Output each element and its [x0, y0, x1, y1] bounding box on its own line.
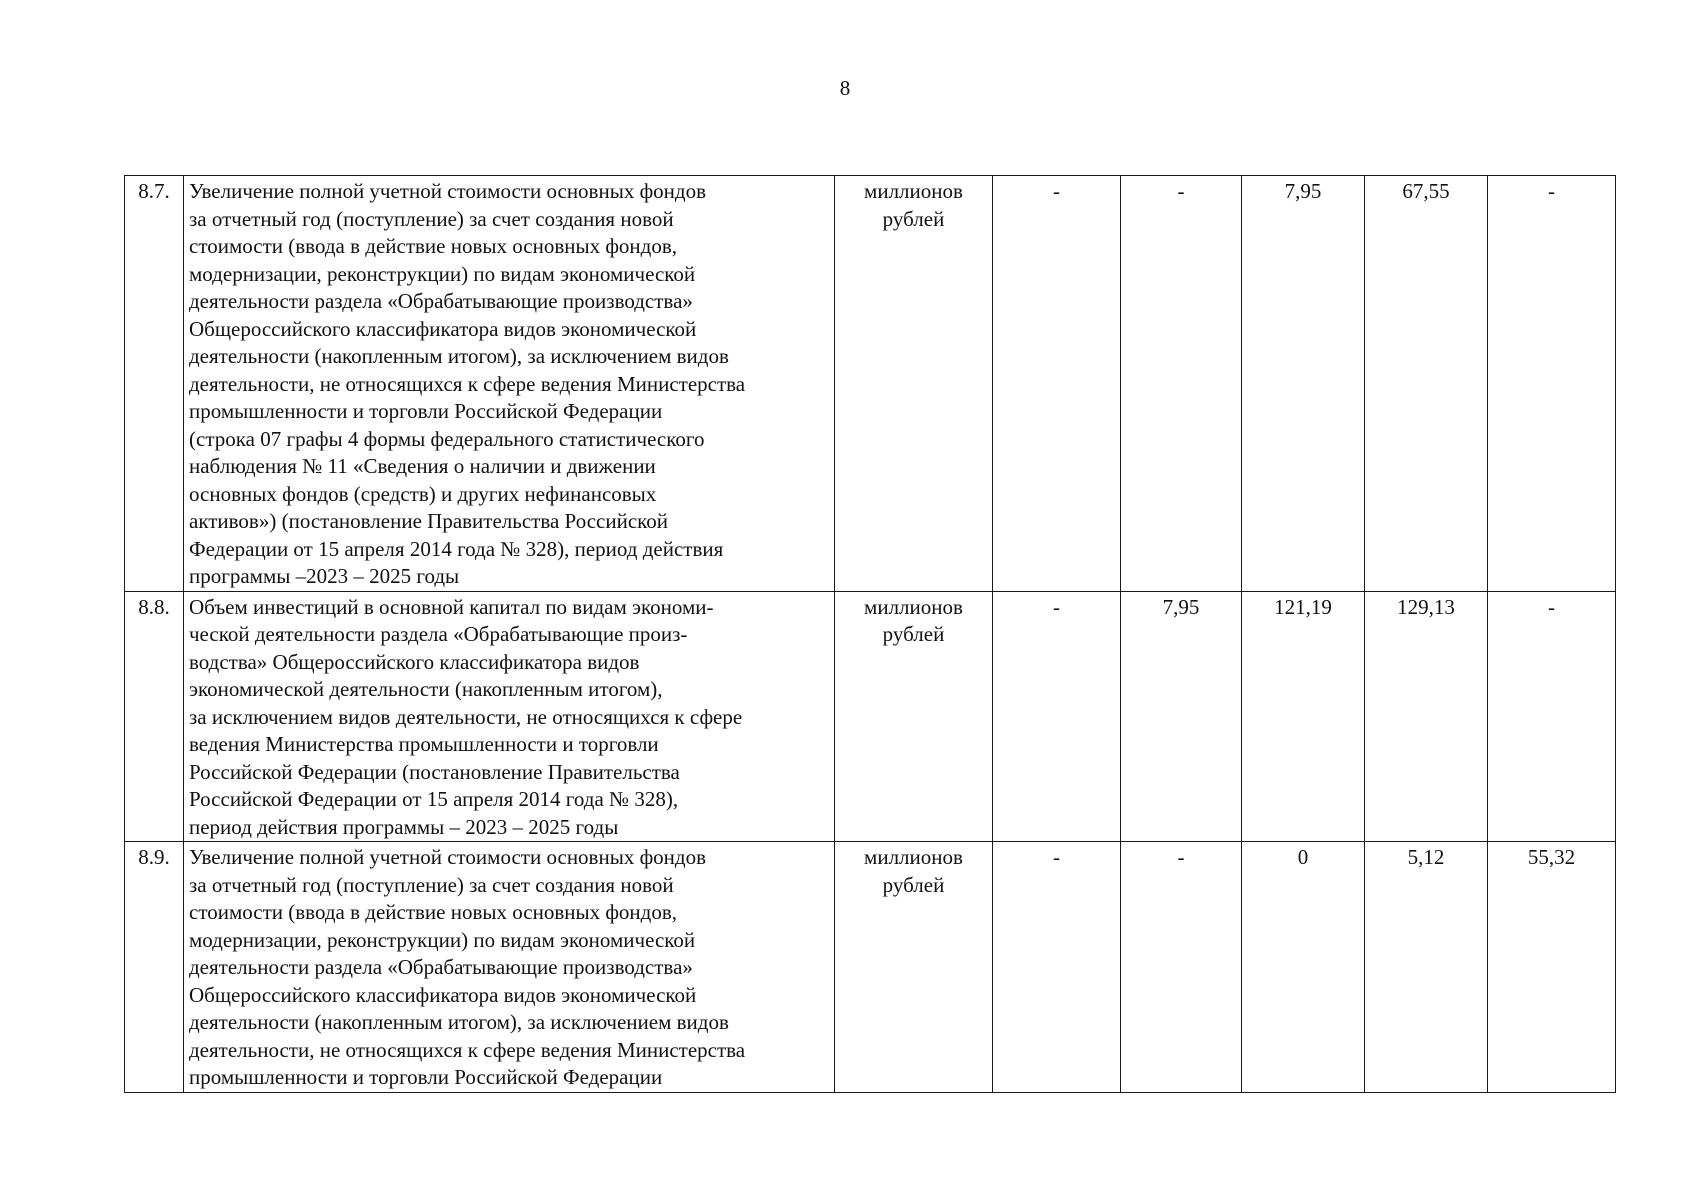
row-value: 129,13 [1365, 591, 1488, 842]
row-value: - [1488, 591, 1616, 842]
row-description [184, 842, 835, 1093]
row-value: 7,95 [1121, 591, 1242, 842]
text-line: Увеличение полной учетной стоимости основных фондов [189, 179, 707, 203]
text-line: деятельности, не относящихся к сфере ведения Министерства [189, 1037, 746, 1062]
row-value: 55,32 [1488, 842, 1616, 1093]
page-number: 8 [839, 76, 851, 100]
row-unit [835, 176, 993, 592]
row-unit [835, 591, 993, 842]
table-row [125, 176, 1616, 592]
text-line: рублей [882, 872, 945, 897]
text-line: промышленности и торговли Российской Федерации [189, 399, 663, 423]
row-value: 121,19 [1242, 591, 1365, 842]
text-line: миллионов [864, 845, 963, 869]
text-line: Российской Федерации (постановление Правительства [189, 759, 680, 784]
text-line: стоимости (ввода в действие новых основных фондов, [189, 234, 678, 258]
row-value: - [1488, 176, 1616, 592]
text-line: деятельности (накопленным итогом), за исключением видов [189, 1010, 729, 1034]
text-line: основных фондов (средств) и других нефинансовых [189, 481, 657, 506]
row-unit [835, 842, 993, 1093]
row-value: - [993, 842, 1121, 1093]
row-value: - [1121, 842, 1242, 1093]
row-value: - [1121, 176, 1242, 592]
text-line: Общероссийского классификатора видов экономической [189, 982, 697, 1007]
text-line: за отчетный год (поступление) за счет создания новой [189, 206, 674, 231]
row-value: 7,95 [1242, 176, 1365, 592]
text-line: период действия программы – 2023 – 2025 годы [189, 814, 619, 839]
row-value: 67,55 [1365, 176, 1488, 592]
text-line: деятельности (накопленным итогом), за исключением видов [189, 344, 729, 368]
text-line: Увеличение полной учетной стоимости основных фондов [189, 845, 707, 869]
row-number: 8.7. [125, 176, 184, 592]
text-line: модернизации, реконструкции) по видам экономической [189, 261, 696, 286]
text-line: деятельности раздела «Обрабатывающие производства» [189, 289, 693, 313]
row-description [184, 591, 835, 842]
text-line: ведения Министерства промышленности и торговли [189, 732, 659, 756]
text-line: деятельности, не относящихся к сфере ведения Министерства [189, 371, 746, 396]
row-number: 8.9. [125, 842, 184, 1093]
row-value: 5,12 [1365, 842, 1488, 1093]
text-line: стоимости (ввода в действие новых основных фондов, [189, 900, 678, 924]
text-line: ческой деятельности раздела «Обрабатывающие произ- [189, 622, 688, 646]
row-number: 8.8. [125, 591, 184, 842]
text-line: миллионов [864, 179, 963, 203]
text-line: экономической деятельности (накопленным итогом), [189, 677, 663, 701]
indicators-table [124, 175, 1616, 1093]
text-line: Федерации от 15 апреля 2014 года № 328), период действия [189, 536, 724, 561]
text-line: Объем инвестиций в основной капитал по видам экономи- [189, 594, 714, 619]
text-line: наблюдения № 11 «Сведения о наличии и движении [189, 454, 656, 478]
text-line: водства» Общероссийского классификатора видов [189, 649, 640, 674]
table-row [125, 591, 1616, 842]
text-line: миллионов [864, 594, 963, 619]
text-line: рублей [882, 622, 945, 646]
text-line: промышленности и торговли Российской Федерации [189, 1065, 663, 1089]
text-line: модернизации, реконструкции) по видам экономической [189, 927, 696, 952]
text-line: за отчетный год (поступление) за счет создания новой [189, 872, 674, 897]
text-line: (строка 07 графы 4 формы федерального статистического [189, 426, 705, 451]
row-value: - [993, 591, 1121, 842]
text-line: программы –2023 – 2025 годы [189, 564, 460, 588]
table-row [125, 842, 1616, 1093]
text-line: деятельности раздела «Обрабатывающие производства» [189, 955, 693, 979]
row-value: 0 [1242, 842, 1365, 1093]
text-line: Общероссийского классификатора видов экономической [189, 316, 697, 341]
row-value: - [993, 176, 1121, 592]
text-line: рублей [882, 206, 945, 231]
text-line: за исключением видов деятельности, не относящихся к сфере [189, 704, 743, 729]
text-line: Российской Федерации от 15 апреля 2014 года № 328), [189, 787, 679, 811]
text-line: активов») (постановление Правительства Российской [189, 509, 669, 533]
row-description [184, 176, 835, 592]
